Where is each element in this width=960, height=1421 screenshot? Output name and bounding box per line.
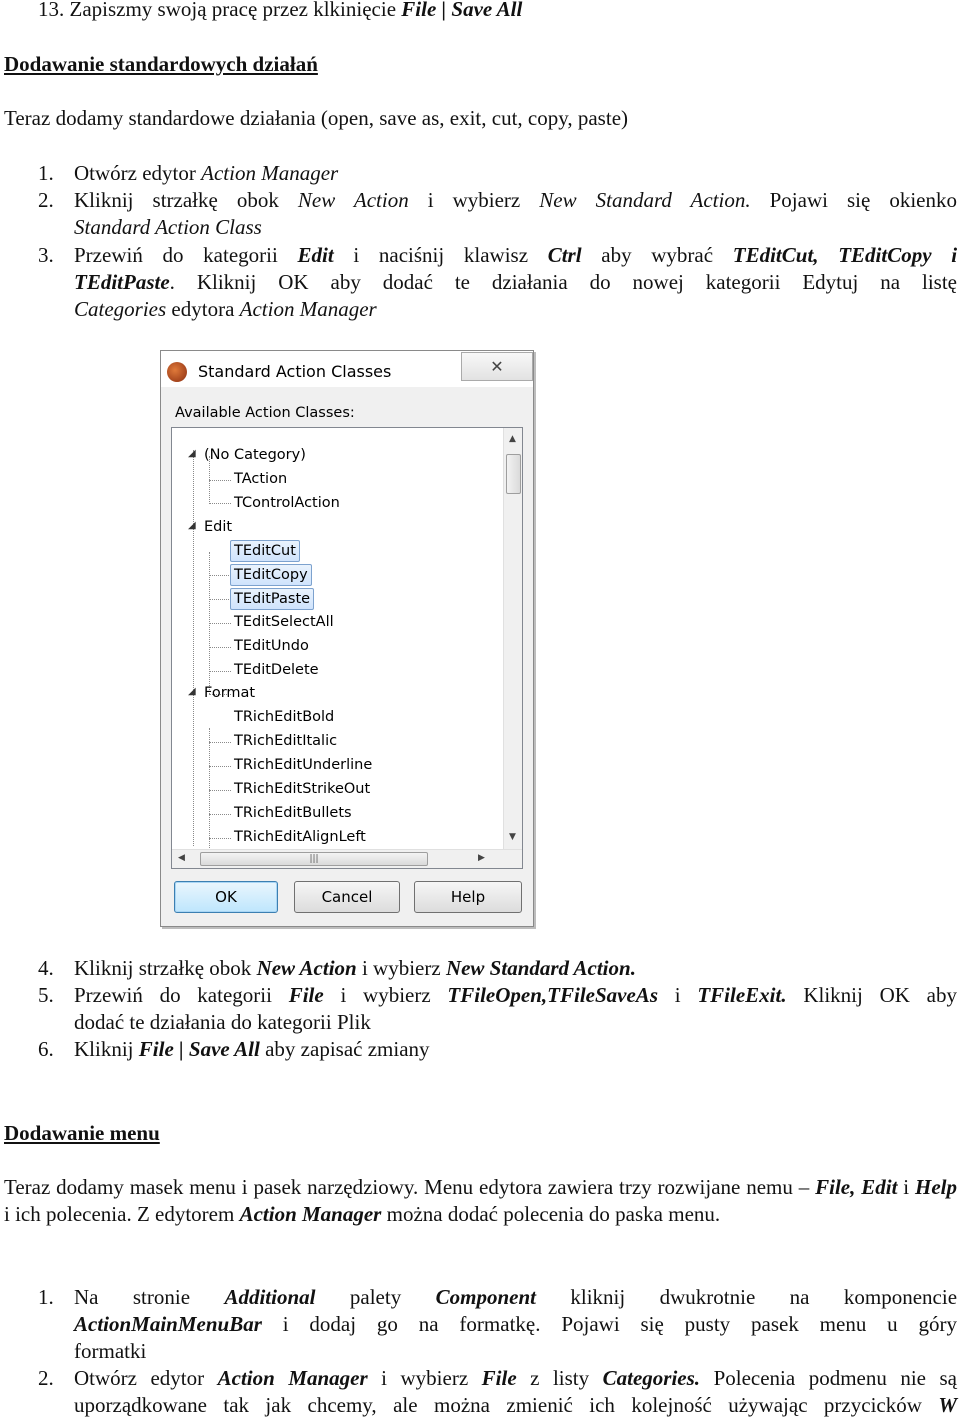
menu-step-1-line-2 — [74, 1311, 957, 1338]
step-number: 13. — [38, 0, 65, 21]
cancel-button[interactable]: Cancel — [294, 881, 400, 913]
step-number: 2. — [38, 1366, 54, 1390]
available-action-classes-label: Available Action Classes: — [175, 405, 355, 421]
tree-node-format[interactable]: Format — [204, 685, 256, 701]
step-text: aby wybrać — [601, 243, 714, 267]
step-emphasis: TFileOpen,TFileSaveAs — [447, 983, 658, 1007]
step-text: Kliknij — [74, 1037, 134, 1061]
tree-item-tricheditbullets[interactable]: TRichEditBullets — [234, 805, 352, 821]
step-emphasis: New Action — [297, 188, 409, 212]
step-text: i dodaj go na formatkę. Pojawi się pusty pasek menu u góry — [282, 1312, 957, 1336]
scroll-left-icon[interactable]: ◀ — [178, 853, 185, 863]
step-text: Kliknij OK aby — [803, 983, 957, 1007]
step-command: File | Save All — [401, 0, 523, 21]
tree-item-teditdelete[interactable]: TEditDelete — [234, 662, 319, 678]
step-13 — [38, 0, 522, 23]
tree-item-teditselectall[interactable]: TEditSelectAll — [234, 614, 334, 630]
tree-item-teditundo[interactable]: TEditUndo — [234, 638, 309, 654]
tree-item-taction[interactable]: TAction — [234, 471, 288, 487]
section-heading-menu: Dodawanie menu — [4, 1121, 160, 1145]
step-emphasis: File | Save All — [138, 1037, 260, 1061]
step-number: 3. — [38, 243, 54, 267]
scroll-down-icon[interactable]: ▼ — [509, 832, 516, 842]
paragraph-text: Teraz dodamy masek menu i pasek narzędziowy. Menu edytora zawiera trzy rozwijane nemu – — [4, 1175, 810, 1199]
step-3-line-2 — [74, 269, 957, 296]
step-emphasis: Additional — [224, 1285, 316, 1309]
step-number: 5. — [38, 983, 54, 1007]
paragraph-text: menu. — [668, 1202, 721, 1226]
step-emphasis: Action Manager — [217, 1366, 368, 1390]
menu-step-1-line-1 — [74, 1284, 957, 1311]
step-2-line-1 — [74, 187, 957, 214]
ok-button[interactable]: OK — [174, 881, 278, 913]
step-number: 1. — [38, 1285, 54, 1309]
menu-step-2-line-2 — [74, 1392, 957, 1419]
step-emphasis: Edit — [297, 243, 334, 267]
paragraph-text: można dodać polecenia do paska — [386, 1202, 663, 1226]
tree-item-tricheditalignleft[interactable]: TRichEditAlignLeft — [234, 829, 366, 845]
paragraph-text: i ich polecenia. Z edytorem — [4, 1202, 235, 1226]
help-button[interactable]: Help — [414, 881, 522, 913]
step-text: Kliknij strzałkę obok — [74, 956, 252, 980]
standard-action-classes-dialog — [160, 350, 534, 927]
step-text: Polecenia podmenu nie są — [713, 1366, 957, 1390]
paragraph-emphasis: Help — [915, 1175, 958, 1199]
vertical-scrollbar[interactable] — [503, 428, 522, 850]
step-text: Zapiszmy swoją pracę przez klkinięcie — [69, 0, 397, 21]
step-emphasis: Categories. — [602, 1366, 701, 1390]
step-emphasis: W — [938, 1393, 958, 1417]
step-text: i wybierz — [381, 1366, 469, 1390]
step-text: Kliknij strzałkę obok — [74, 188, 279, 212]
step-text: Przewiń do kategorii — [74, 983, 272, 1007]
tree-item-trichedibold[interactable]: TRichEditBold — [234, 709, 335, 725]
step-emphasis: New Standard Action. — [539, 188, 751, 212]
step-text: Przewiń do kategorii — [74, 243, 278, 267]
step-3-line-1 — [74, 242, 957, 269]
tree-item-tcontrolaction[interactable]: TControlAction — [234, 495, 340, 511]
step-number: 2. — [38, 188, 54, 212]
step-text: kliknij dwukrotnie na komponencie — [570, 1285, 958, 1309]
step-emphasis: Component — [435, 1285, 536, 1309]
step-text: z listy — [530, 1366, 590, 1390]
step-text: aby zapisać zmiany — [265, 1037, 430, 1061]
close-button[interactable]: ✕ — [461, 352, 533, 381]
step-text: i wybierz — [340, 983, 431, 1007]
section-paragraph — [4, 1174, 957, 1228]
paragraph-text: i — [903, 1175, 910, 1199]
step-text: uporządkowane tak jak chcemy, ale można zmienić ich kolejność używając przycicków — [74, 1393, 922, 1417]
step-emphasis: Ctrl — [547, 243, 582, 267]
section-heading-standard-actions: Dodawanie standardowych działań — [4, 52, 318, 76]
step-1 — [74, 160, 338, 187]
step-text: i naciśnij klawisz — [353, 243, 529, 267]
step-number: 6. — [38, 1037, 54, 1061]
step-emphasis: New Standard Action. — [445, 956, 636, 980]
tree-item-tricheditstrikeout[interactable]: TRichEditStrikeOut — [234, 781, 371, 797]
vertical-scroll-thumb[interactable] — [506, 454, 521, 494]
step-text: edytora — [171, 297, 235, 321]
step-emphasis: TEditCut, TEditCopy i — [732, 243, 958, 267]
step-text: Otwórz edytor — [74, 161, 196, 185]
step-4 — [74, 955, 636, 982]
scroll-up-icon[interactable]: ▲ — [509, 434, 516, 444]
step-emphasis: File — [481, 1366, 517, 1390]
tree-node-edit[interactable]: Edit — [204, 519, 233, 535]
action-classes-tree[interactable] — [171, 427, 523, 869]
horizontal-scrollbar[interactable] — [172, 849, 522, 868]
step-text: Na stronie — [74, 1285, 191, 1309]
tree-item-teditpaste[interactable]: TEditPaste — [230, 588, 314, 610]
step-text: i wybierz — [361, 956, 441, 980]
collapse-triangle-icon[interactable]: ◢ — [188, 686, 196, 697]
collapse-triangle-icon[interactable]: ◢ — [188, 448, 196, 459]
paragraph-emphasis: Action Manager — [239, 1202, 382, 1226]
step-6 — [74, 1036, 430, 1063]
step-2-line-2: Standard Action Class — [74, 215, 262, 239]
step-emphasis: TFileExit. — [697, 983, 787, 1007]
paragraph-emphasis: File, Edit — [815, 1175, 898, 1199]
tree-item-teditcut[interactable]: TEditCut — [230, 540, 300, 562]
section-intro: Teraz dodamy standardowe działania (open, save as, exit, cut, copy, paste) — [4, 106, 629, 130]
menu-step-2-line-1 — [74, 1365, 957, 1392]
step-emphasis: Categories — [74, 297, 167, 321]
dialog-title: Standard Action Classes — [198, 362, 392, 381]
step-5-line-2: dodać te działania do kategorii Plik — [74, 1010, 371, 1034]
step-5-line-1 — [74, 982, 957, 1009]
step-emphasis: TEditPaste — [74, 270, 170, 294]
scroll-right-icon[interactable]: ▶ — [478, 853, 485, 863]
tree-item-teditcopy[interactable]: TEditCopy — [230, 564, 312, 586]
step-text: Otwórz edytor — [74, 1366, 205, 1390]
app-helmet-icon — [167, 362, 187, 382]
step-text: palety — [349, 1285, 402, 1309]
horizontal-scroll-thumb[interactable]: ||| — [200, 852, 428, 866]
tree-node-no-category[interactable]: (No Category) — [204, 447, 306, 463]
tree-item-trichedititalic[interactable]: TRichEditItalic — [234, 733, 338, 749]
step-number: 1. — [38, 161, 54, 185]
step-emphasis: New Action — [256, 956, 357, 980]
collapse-triangle-icon[interactable]: ◢ — [188, 520, 196, 531]
step-emphasis: Action Manager — [239, 297, 377, 321]
dialog-titlebar — [161, 351, 533, 387]
tree-item-tricheditunderline[interactable]: TRichEditUnderline — [234, 757, 373, 773]
step-3-line-3 — [74, 296, 377, 323]
step-emphasis: File — [288, 983, 324, 1007]
step-number: 4. — [38, 956, 54, 980]
menu-step-1-line-3: formatki — [74, 1339, 147, 1363]
step-text: i wybierz — [427, 188, 521, 212]
step-text: . Kliknij OK aby dodać te działania do nowej kategorii Edytuj na listę — [169, 270, 957, 294]
step-emphasis: ActionMainMenuBar — [74, 1312, 262, 1336]
step-emphasis: Action Manager — [201, 161, 339, 185]
step-text: Pojawi się okienko — [769, 188, 957, 212]
step-text: i — [674, 983, 681, 1007]
